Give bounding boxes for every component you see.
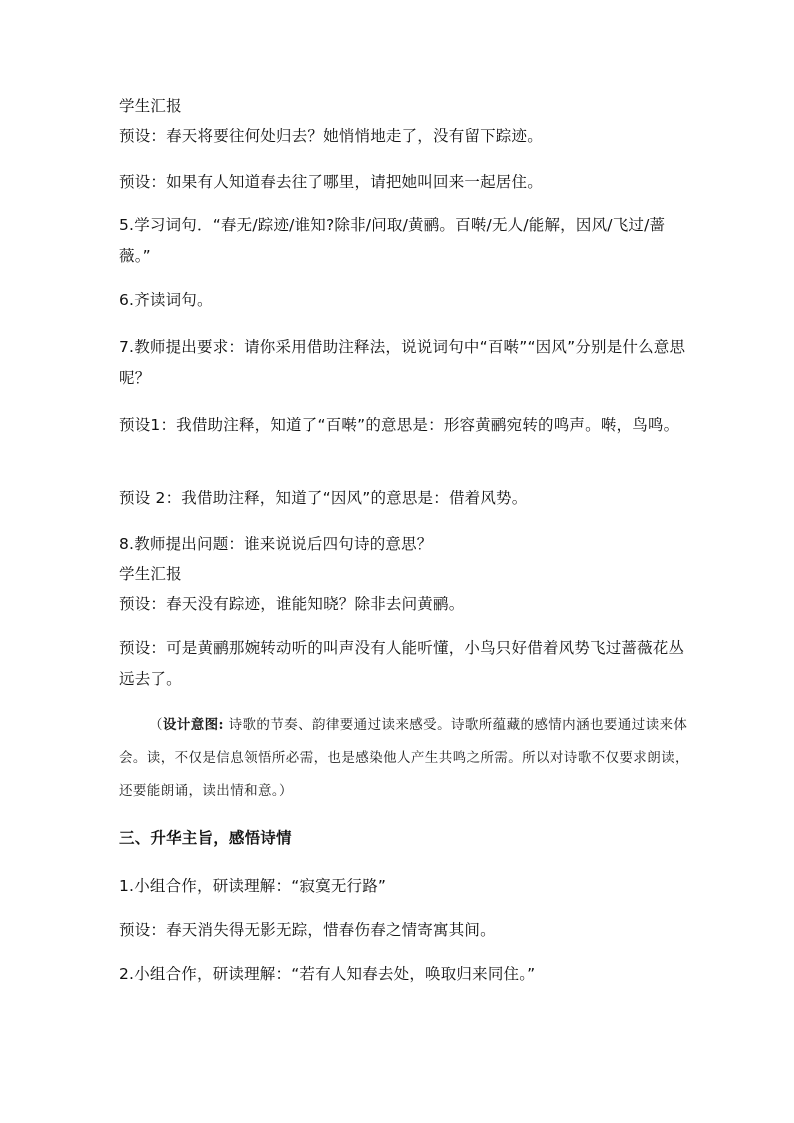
design-intent-note [119,709,699,808]
paragraph-preset-7: 预设：春天消失得无影无踪，惜春伤春之情寄寓其间。 [119,921,496,939]
paragraph-student-report-1: 学生汇报 [119,97,182,115]
paragraph-step-5: 5.学习词句．“春无/踪迹/谁知?除非/问取/黄鹂。百啭/无人/能解，因风/飞过/蔷薇。” [119,216,666,265]
paragraph-step-6: 6.齐读词句。 [119,291,213,309]
note-open-paren: （ [149,717,163,733]
paragraph-preset-1: 预设：春天将要往何处归去？她悄悄地走了，没有留下踪迹。 [119,127,543,145]
paragraph-step-7: 7.教师提出要求：请你采用借助注释法，说说词句中“百啭”“因风”分别是什么意思呢？ [119,338,686,387]
paragraph-preset-6: 预设：可是黄鹂那婉转动听的叫声没有人能听懂，小鸟只好借着风势飞过蔷薇花丛远去了。 [119,639,685,688]
paragraph-preset-3: 预设1：我借助注释，知道了“百啭”的意思是：形容黄鹂宛转的鸣声。啭，鸟鸣。 [119,416,680,434]
paragraph-preset-5: 预设：春天没有踪迹，谁能知晓？除非去问黄鹂。 [119,595,465,613]
paragraph-student-report-2: 学生汇报 [119,565,182,583]
paragraph-preset-2: 预设：如果有人知道春去往了哪里，请把她叫回来一起居住。 [119,173,543,191]
paragraph-group-1: 1.小组合作，研读理解：“寂寞无行路” [119,877,387,895]
note-label: 设计意图: [162,717,224,733]
note-text: 诗歌的节奏、韵律要通过读来感受。诗歌所蕴藏的感情内涵也要通过读来体会。读，不仅是信息领悟所必需，也是感染他人产生共鸣之所需。所以对诗歌不仅要求朗读，还要能朗诵，读出情和意。） [119,717,689,799]
paragraph-preset-4: 预设 2：我借助注释，知道了“因风”的意思是：借着风势。 [119,489,528,507]
section-heading-3: 三、升华主旨，感悟诗情 [119,829,292,847]
paragraph-step-8: 8.教师提出问题：谁来说说后四句诗的意思？ [119,535,433,553]
paragraph-group-2: 2.小组合作，研读理解：“若有人知春去处，唤取归来同住。” [119,965,536,983]
